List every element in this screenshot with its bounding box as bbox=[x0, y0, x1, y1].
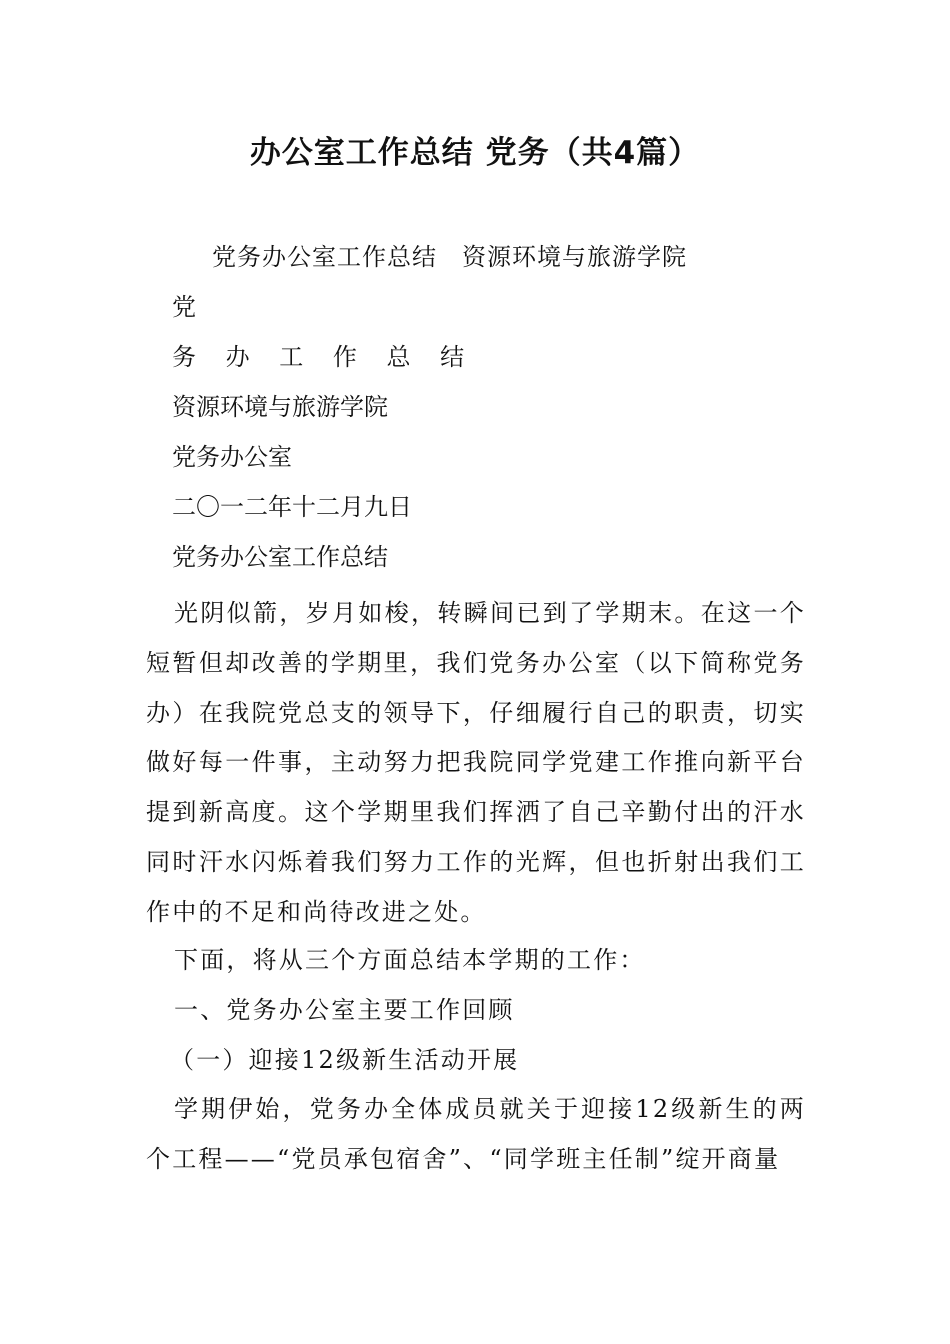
cover-line-office: 党务办公室 bbox=[172, 443, 292, 471]
document-subtitle: 党务办公室工作总结 资源环境与旅游学院 bbox=[212, 243, 687, 271]
paragraph-intro: 光阴似箭，岁月如梭，转瞬间已到了学期末。在这一个短暂但却改善的学期里，我们党务办公室（以下简称党务办）在我院党总支的领导下，仔细履行自己的职责，切实做好每一件事，主动努力把我院同学党建工作推向新平台提到新高度。这个学期里我们挥洒了自己辛勤付出的汗水同时汗水闪烁着我们努力工作的光辉，但也折射出我们工作中的不足和尚待改进之处。 bbox=[146, 599, 806, 926]
heading-section-one: 一、党务办公室主要工作回顾 bbox=[174, 996, 515, 1024]
cover-line-college: 资源环境与旅游学院 bbox=[172, 393, 388, 421]
heading-subsection-one: （一）迎接12级新生活动开展 bbox=[170, 1046, 520, 1074]
paragraph-overview: 下面，将从三个方面总结本学期的工作： bbox=[174, 946, 646, 974]
document-title: 办公室工作总结 党务（共4篇） bbox=[249, 135, 701, 171]
cover-line-party: 党 bbox=[172, 293, 196, 321]
cover-line-date: 二〇一二年十二月九日 bbox=[172, 493, 412, 521]
paragraph-freshmen: 学期伊始，党务办全体成员就关于迎接12级新生的两个工程——“党员承包宿舍”、“同学班主任制”绽开商量 bbox=[146, 1095, 806, 1173]
section-heading-summary: 党务办公室工作总结 bbox=[172, 543, 388, 571]
cover-line-work-summary: 务 办 工 作 总 结 bbox=[172, 343, 476, 371]
